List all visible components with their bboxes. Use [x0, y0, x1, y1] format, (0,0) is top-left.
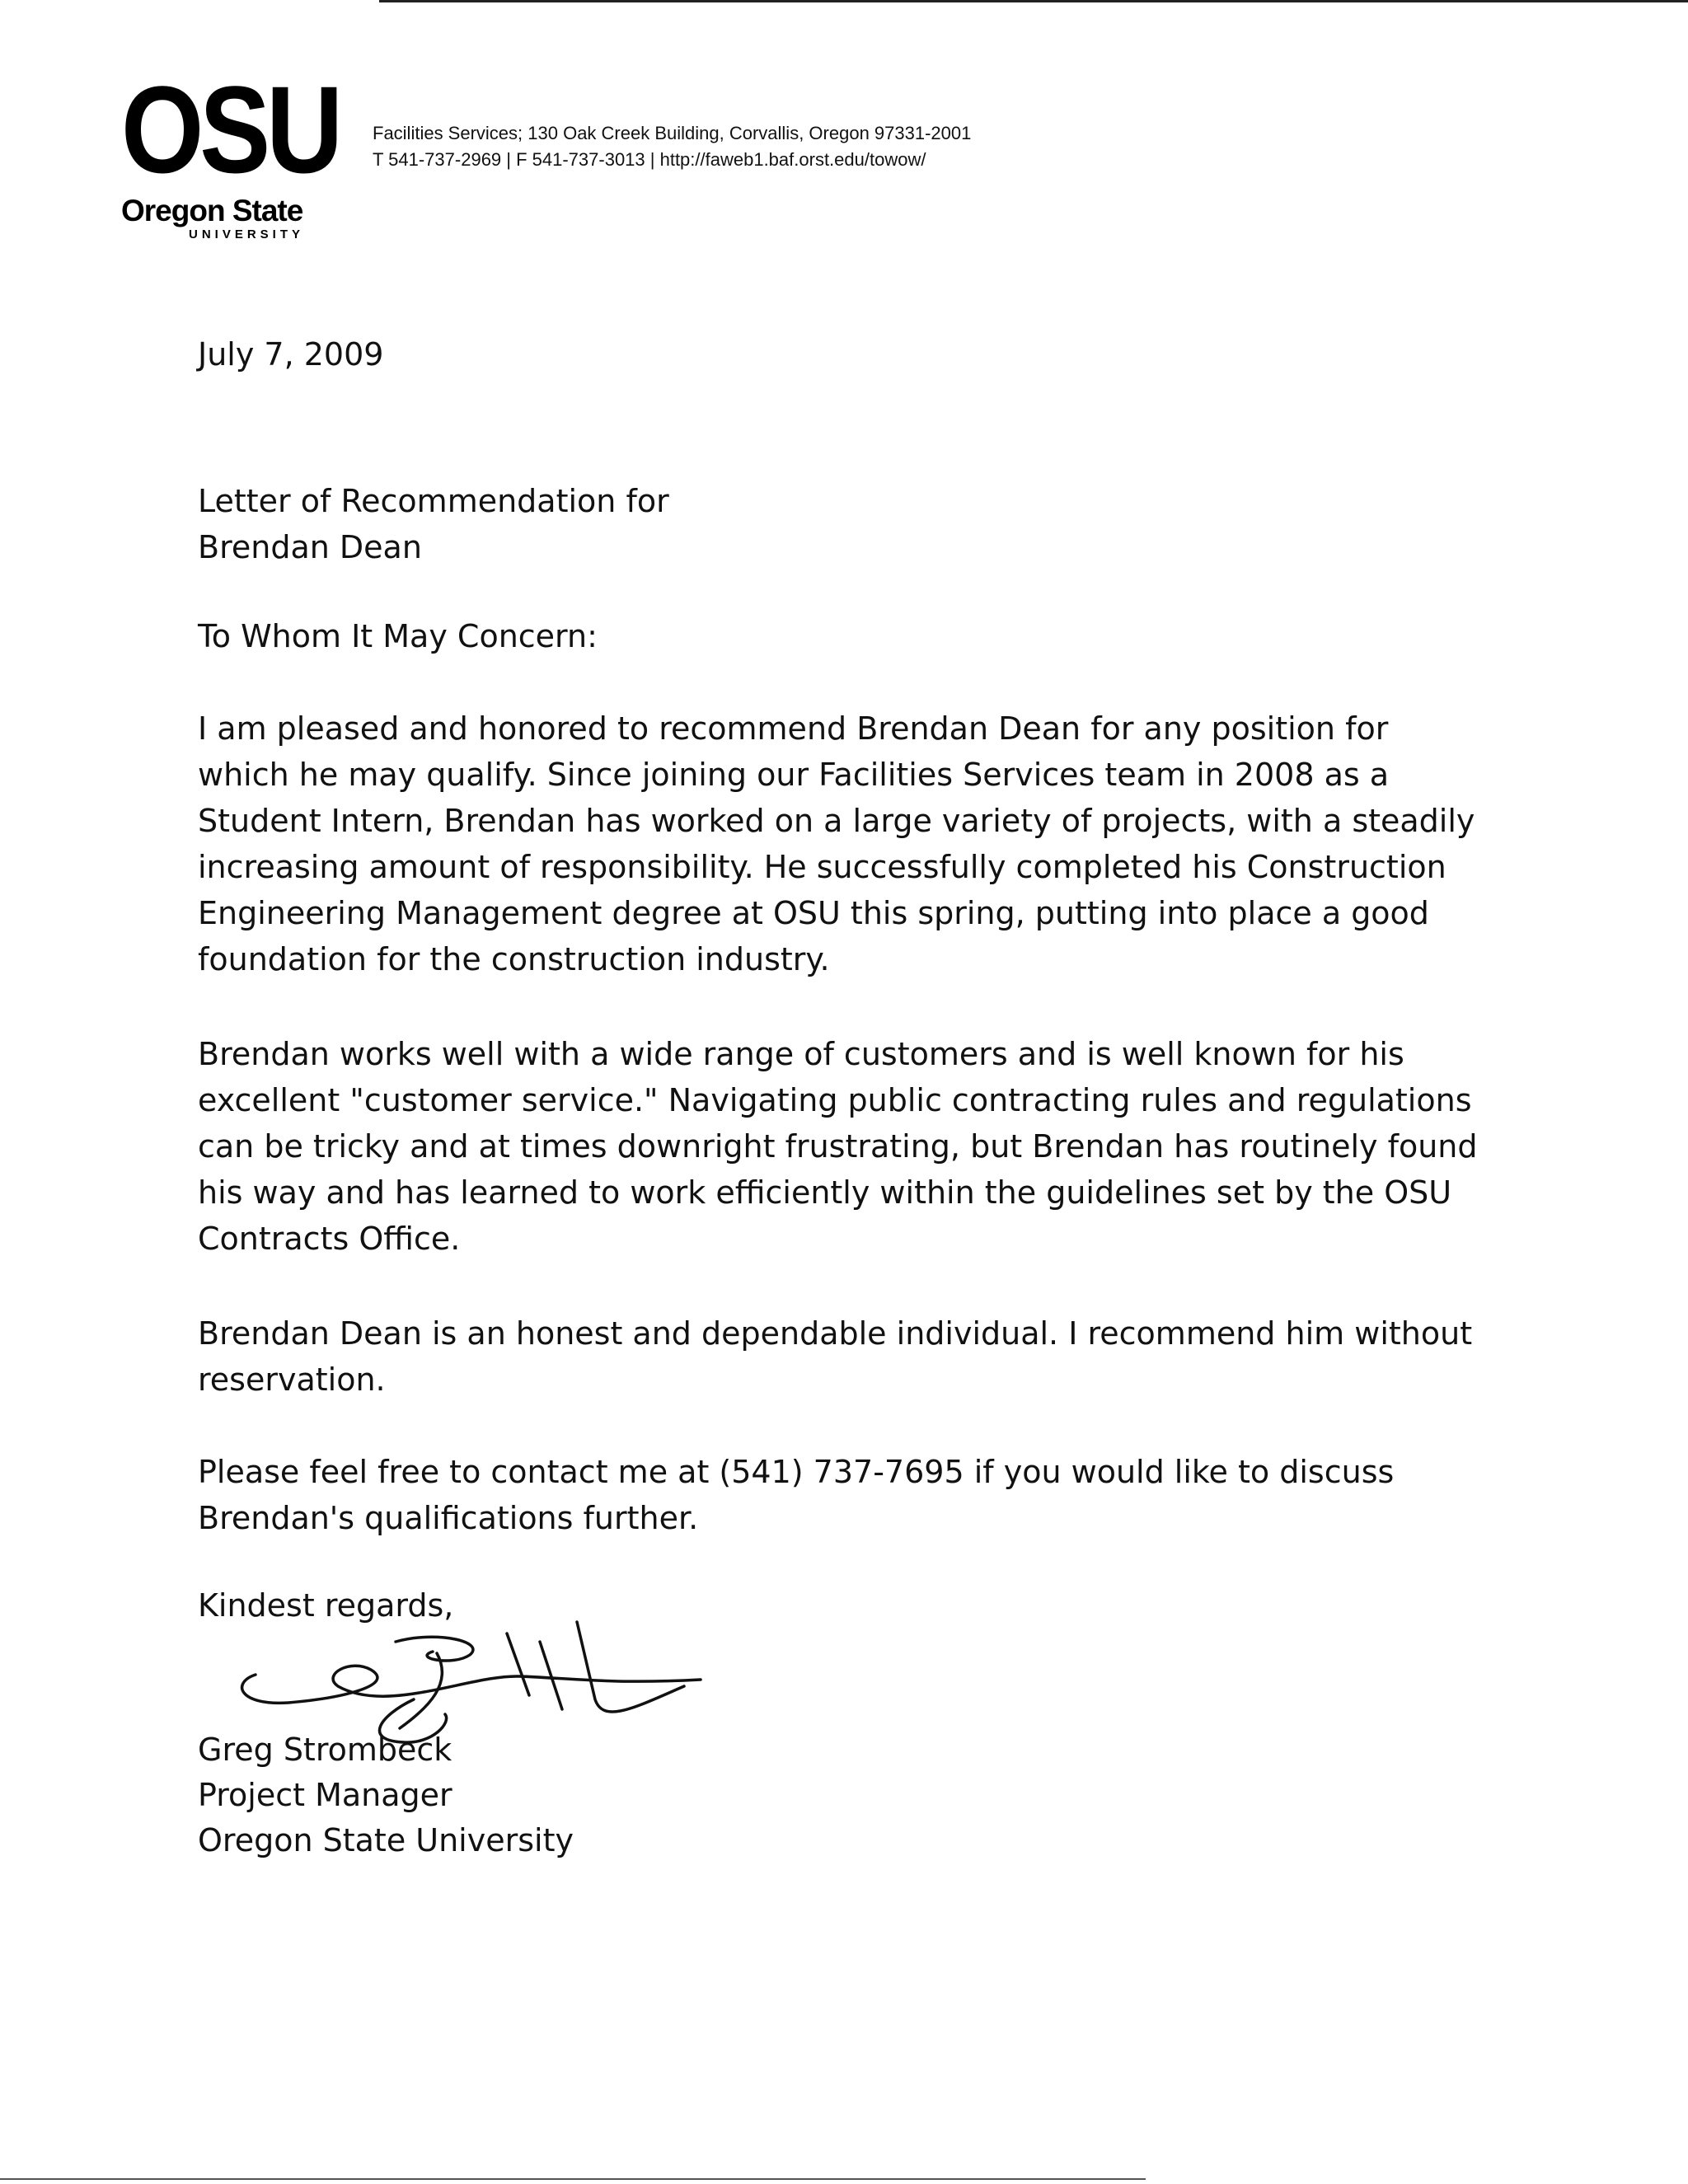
scan-edge-top — [379, 0, 1688, 2]
paragraph-1: I am pleased and honored to recommend Brendan Dean for any position for which he may qualify. Since joining our Facilities Services team in 2008 as a Student Intern, Brendan has worked on a large variety of projects, with a steadily increasing amount of responsibility. He successfully completed his Construction Engineering Management degree at OSU this spring, putting into place a good foundation for the construction industry. — [198, 710, 1475, 977]
logo-subname: UNIVERSITY — [189, 227, 305, 241]
letterhead-contact — [373, 120, 971, 173]
salutation: To Whom It May Concern: — [198, 618, 598, 654]
logo-wordmark: OSU — [121, 60, 340, 199]
letterhead-address: Facilities Services; 130 Oak Creek Building, Corvallis, Oregon 97331-2001 — [373, 123, 972, 143]
signer-name: Greg Strombeck — [198, 1732, 452, 1768]
scan-edge-bottom — [0, 2178, 1146, 2180]
handwritten-signature — [223, 1617, 717, 1749]
letter-subject — [198, 478, 669, 570]
subject-line-1: Letter of Recommendation for — [198, 483, 669, 519]
closing: Kindest regards, — [198, 1587, 454, 1624]
signer-title: Project Manager — [198, 1777, 452, 1813]
paragraph-3: Brendan Dean is an honest and dependable individual. I recommend him without reservation. — [198, 1315, 1473, 1398]
signer-org: Oregon State University — [198, 1822, 574, 1858]
paragraph-4: Please feel free to contact me at (541) 737-7695 if you would like to discuss Brendan's qualifications further. — [198, 1454, 1395, 1536]
subject-line-2: Brendan Dean — [198, 529, 422, 565]
osu-logo — [121, 60, 340, 241]
letterhead-phone-web: T 541-737-2969 | F 541-737-3013 | http://faweb1.baf.orst.edu/towow/ — [373, 149, 926, 170]
letter-date: July 7, 2009 — [198, 336, 384, 373]
logo-name: Oregon State — [121, 194, 303, 227]
paragraph-2: Brendan works well with a wide range of customers and is well known for his excellent "customer service." Navigating public contracting rules and regulations can be tricky and at times downright frustrating, but Brendan has routinely found his way and has learned to work efficiently within the guidelines set by the OSU Contracts Office. — [198, 1036, 1478, 1257]
